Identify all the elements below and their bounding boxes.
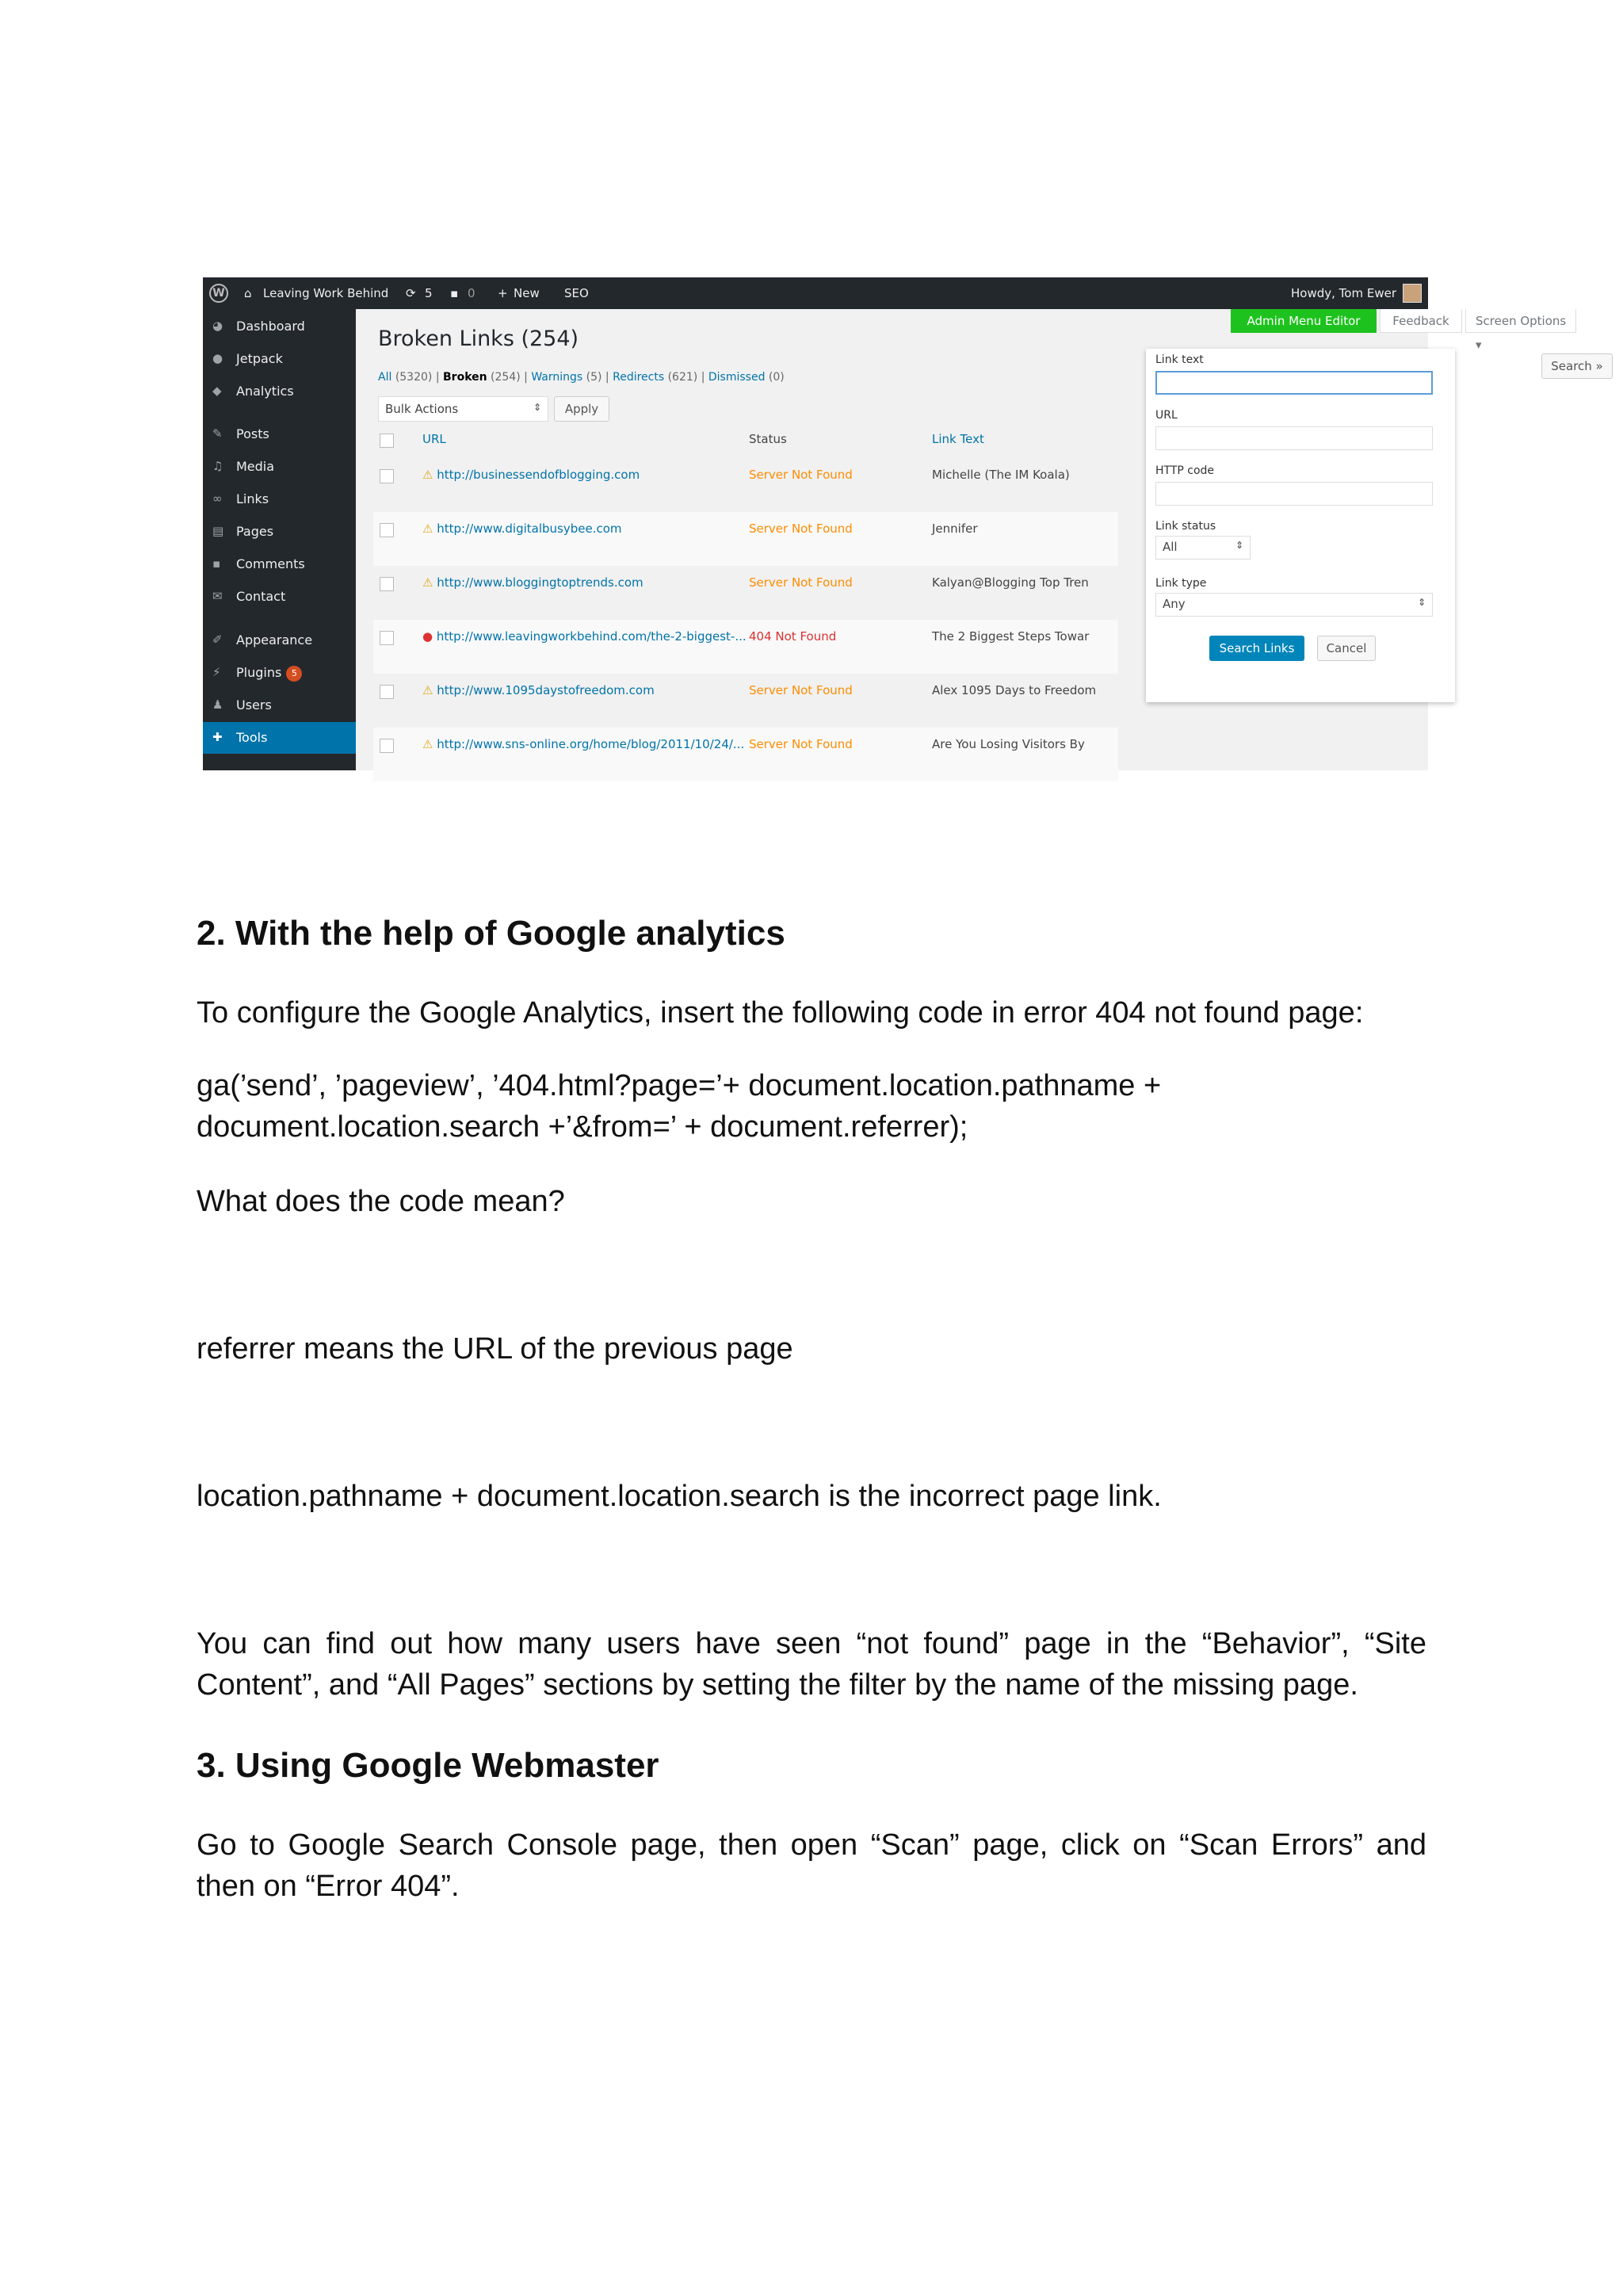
filter-all-count: (5320)	[395, 371, 433, 384]
sidebar-item-label: Posts	[236, 426, 269, 441]
paragraph-referrer: referrer means the URL of the previous page	[197, 1332, 793, 1366]
sidebar-item-users[interactable]	[203, 690, 356, 721]
admin-bar	[203, 277, 1428, 309]
row-url-text: http://www.leavingworkbehind.com/the-2-biggest-...	[436, 629, 747, 644]
column-header-link-text[interactable]: Link Text	[932, 432, 984, 446]
warning-icon: ⚠	[422, 521, 433, 536]
chevron-down-icon: ▾	[1476, 338, 1482, 352]
row-url-link[interactable]	[422, 575, 643, 590]
sidebar-item-contact[interactable]	[203, 581, 356, 613]
plugin-icon: ⚡	[212, 665, 221, 679]
row-checkbox[interactable]	[380, 469, 394, 483]
dashboard-icon: ◕	[212, 319, 223, 333]
row-url-link[interactable]	[422, 629, 747, 644]
pin-icon: ✎	[212, 426, 223, 441]
row-url-link[interactable]	[422, 683, 655, 697]
admin-menu-editor-button[interactable]: Admin Menu Editor	[1231, 309, 1377, 333]
sidebar-item-dashboard[interactable]	[203, 311, 356, 342]
sidebar-item-analytics[interactable]	[203, 376, 356, 407]
screen-options-tab[interactable]	[1465, 309, 1576, 352]
warning-icon: ⚠	[422, 737, 433, 751]
search-toggle-button[interactable]: Search »	[1541, 353, 1613, 379]
row-link-text: The 2 Biggest Steps Towar	[932, 629, 1090, 644]
filter-warnings-count: (5)	[586, 371, 602, 384]
table-row	[373, 620, 1118, 674]
link-status-select[interactable]	[1155, 536, 1251, 560]
home-icon: ⌂	[244, 286, 252, 300]
row-url-link[interactable]	[422, 468, 640, 482]
comment-bubble-icon[interactable]: ▪	[450, 286, 459, 300]
column-header-status: Status	[749, 432, 787, 446]
error-icon: ●	[422, 629, 433, 644]
broken-links-screenshot	[203, 277, 1603, 770]
filter-dismissed[interactable]: Dismissed	[708, 371, 766, 384]
search-links-panel	[1146, 349, 1455, 702]
code-line-1: ga(’send’, ’pageview’, ’404.html?page=’+ document.location.pathname +	[197, 1069, 1162, 1102]
sidebar-item-label: Links	[236, 491, 269, 506]
sidebar-item-label: Media	[236, 459, 275, 474]
filter-redirects-count: (621)	[667, 371, 698, 384]
apply-button[interactable]: Apply	[554, 396, 609, 422]
sidebar-item-label: Jetpack	[236, 351, 283, 366]
sidebar-item-label: Tools	[236, 730, 268, 745]
mail-icon: ✉	[212, 589, 223, 603]
link-type-select[interactable]	[1155, 593, 1433, 617]
sidebar-item-links[interactable]	[203, 483, 356, 515]
warning-icon: ⚠	[422, 683, 433, 697]
screen-options-label: Screen Options	[1476, 314, 1567, 328]
sidebar-item-jetpack[interactable]	[203, 343, 356, 375]
feedback-tab[interactable]: Feedback	[1380, 309, 1462, 333]
row-status: Server Not Found	[749, 683, 853, 697]
warning-icon: ⚠	[422, 468, 433, 482]
media-icon: ♫	[212, 459, 223, 473]
new-menu-link[interactable]: New	[514, 286, 540, 300]
warning-icon: ⚠	[422, 575, 433, 590]
search-links-button[interactable]: Search Links	[1209, 636, 1304, 661]
table-row	[373, 566, 1118, 620]
howdy-user-link[interactable]: Howdy, Tom Ewer	[1291, 286, 1396, 300]
table-row	[373, 674, 1118, 728]
row-checkbox[interactable]	[380, 577, 394, 591]
http-code-label: HTTP code	[1155, 464, 1215, 477]
filter-all[interactable]: All	[378, 371, 392, 384]
comments-count: 0	[468, 286, 475, 300]
sidebar-item-tools[interactable]	[203, 722, 356, 754]
updown-arrow-icon: ⇕	[1235, 540, 1243, 551]
row-url-link[interactable]	[422, 737, 744, 751]
sidebar-item-posts[interactable]	[203, 418, 356, 450]
sidebar-item-plugins[interactable]	[203, 657, 356, 689]
row-status: Server Not Found	[749, 737, 853, 751]
wordpress-logo-icon[interactable]: W	[209, 284, 228, 303]
plugins-label: Plugins	[236, 665, 282, 680]
cancel-button[interactable]: Cancel	[1317, 636, 1376, 661]
paragraph-what-does-code-mean: What does the code mean?	[197, 1185, 565, 1218]
plugin-update-badge: 5	[286, 666, 302, 682]
user-icon: ♟	[212, 697, 223, 712]
sidebar-item-appearance[interactable]	[203, 625, 356, 656]
updates-icon[interactable]: ⟳	[406, 286, 416, 300]
site-name-link[interactable]: Leaving Work Behind	[263, 286, 389, 300]
admin-sidebar	[203, 309, 356, 770]
link-status-value: All	[1163, 540, 1178, 554]
row-checkbox[interactable]	[380, 739, 394, 753]
updown-arrow-icon: ⇕	[1417, 597, 1426, 608]
row-url-text: http://www.digitalbusybee.com	[437, 521, 622, 536]
avatar[interactable]	[1403, 284, 1422, 303]
row-url-text: http://businessendofblogging.com	[437, 468, 640, 482]
link-type-label: Link type	[1155, 577, 1207, 590]
sidebar-item-label: Comments	[236, 556, 305, 571]
http-code-input[interactable]	[1155, 482, 1433, 506]
pages-icon: ▤	[212, 524, 224, 538]
sidebar-item-label	[236, 665, 302, 682]
comment-icon: ▪	[212, 556, 221, 571]
row-url-text: http://www.1095daystofreedom.com	[437, 683, 655, 697]
section-heading-google-analytics: 2. With the help of Google analytics	[197, 914, 785, 953]
row-url-link[interactable]	[422, 521, 622, 536]
link-type-value: Any	[1163, 597, 1186, 611]
filter-broken[interactable]: Broken	[443, 371, 487, 384]
row-link-text: Michelle (The IM Koala)	[932, 468, 1070, 482]
paragraph-search-console: Go to Google Search Console page, then open “Scan” page, click on “Scan Errors” and then on “Error 404”.	[197, 1828, 1426, 1903]
link-text-label: Link text	[1155, 353, 1204, 366]
paragraph-behavior: You can find out how many users have seen “not found” page in the “Behavior”, “Site Content”, and “All Pages” sections by setting the filter by the name of the missing page.	[197, 1627, 1426, 1702]
bulk-actions-value: Bulk Actions	[385, 402, 459, 416]
row-status: Server Not Found	[749, 521, 853, 536]
brush-icon: ✐	[212, 632, 223, 647]
row-status: Server Not Found	[749, 575, 853, 590]
sidebar-item-label: Dashboard	[236, 319, 305, 334]
updates-count: 5	[425, 286, 433, 300]
analytics-icon: ◆	[212, 384, 222, 398]
table-row	[373, 458, 1118, 512]
page-title: Broken Links (254)	[378, 327, 579, 351]
status-filter-links: All (5320) | Broken (254) | Warnings (5) | Redirects (621) | Dismissed (0)	[378, 371, 785, 384]
filter-dismissed-count: (0)	[768, 371, 785, 384]
link-status-label: Link status	[1155, 520, 1216, 533]
wrench-icon: ✚	[212, 730, 223, 744]
code-line-2: document.location.search +’&from=’ + document.referrer);	[197, 1110, 968, 1144]
row-link-text: Kalyan@Blogging Top Tren	[932, 575, 1089, 590]
sidebar-item-label: Pages	[236, 524, 274, 539]
table-row	[373, 512, 1118, 566]
paragraph-configure: To configure the Google Analytics, insert the following code in error 404 not found page:	[197, 996, 1364, 1030]
row-url-text: http://www.sns-online.org/home/blog/2011/10/24/...	[437, 737, 745, 751]
row-link-text: Are You Losing Visitors By	[932, 737, 1085, 751]
row-checkbox[interactable]	[380, 631, 394, 645]
sidebar-item-label: Contact	[236, 589, 286, 604]
column-header-url[interactable]: URL	[422, 432, 446, 446]
sidebar-item-pages[interactable]	[203, 516, 356, 548]
section-heading-google-webmaster: 3. Using Google Webmaster	[197, 1746, 659, 1785]
row-status: Server Not Found	[749, 468, 853, 482]
link-icon: ∞	[212, 491, 223, 506]
seo-menu-link[interactable]: SEO	[564, 286, 589, 300]
jetpack-icon: ●	[212, 351, 223, 365]
sidebar-item-media[interactable]	[203, 451, 356, 483]
row-checkbox[interactable]	[380, 685, 394, 699]
table-row	[373, 728, 1118, 781]
updown-arrow-icon: ⇕	[533, 402, 541, 413]
paragraph-pathname: location.pathname + document.location.search is the incorrect page link.	[197, 1480, 1162, 1513]
url-input[interactable]	[1155, 426, 1433, 450]
sidebar-item-label: Analytics	[236, 384, 294, 399]
select-all-checkbox[interactable]	[380, 434, 394, 448]
link-text-input[interactable]	[1155, 371, 1433, 395]
row-url-text: http://www.bloggingtoptrends.com	[437, 575, 643, 590]
sidebar-item-label: Users	[236, 697, 272, 712]
row-checkbox[interactable]	[380, 523, 394, 537]
plus-icon: +	[498, 286, 508, 300]
filter-broken-count: (254)	[491, 371, 521, 384]
sidebar-item-label: Appearance	[236, 632, 313, 648]
filter-redirects[interactable]: Redirects	[613, 371, 665, 384]
url-label: URL	[1155, 409, 1178, 422]
filter-warnings[interactable]: Warnings	[531, 371, 583, 384]
row-link-text: Jennifer	[932, 521, 978, 536]
sidebar-item-comments[interactable]	[203, 548, 356, 580]
bulk-actions-select[interactable]	[378, 396, 548, 422]
row-link-text: Alex 1095 Days to Freedom	[932, 683, 1097, 697]
row-status: 404 Not Found	[749, 629, 837, 644]
